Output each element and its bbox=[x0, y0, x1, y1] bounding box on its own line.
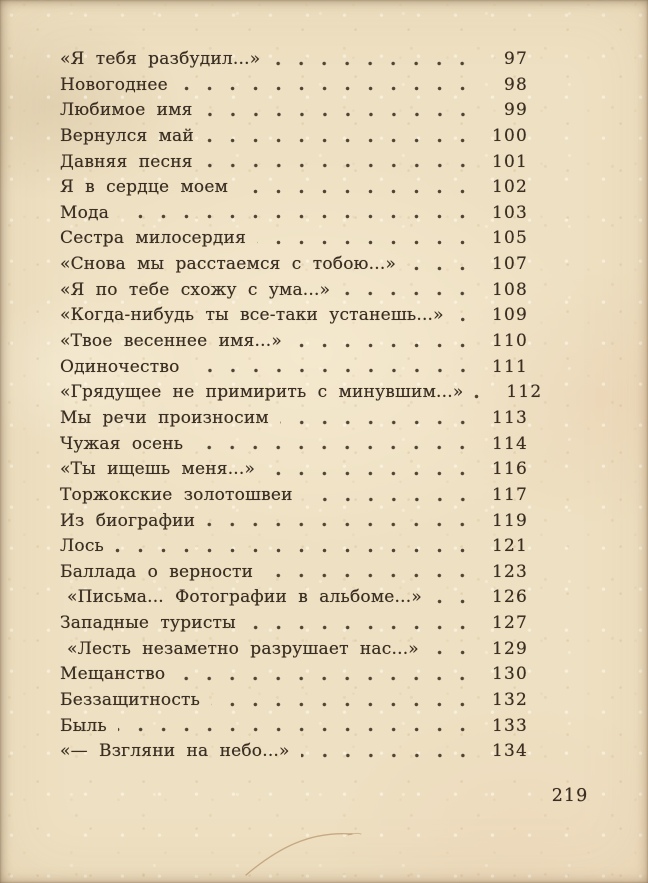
dot-leader bbox=[430, 637, 474, 663]
toc-entry-page-number: 110 bbox=[491, 331, 528, 352]
toc-entry bbox=[60, 201, 528, 227]
toc-entry bbox=[60, 534, 528, 560]
toc-entry-title: Западные туристы bbox=[60, 613, 236, 634]
toc-entry-page-number: 111 bbox=[491, 356, 528, 377]
dot-leader bbox=[194, 432, 474, 458]
toc-entry-page-number: 99 bbox=[503, 100, 528, 121]
dot-leader bbox=[341, 278, 474, 304]
dot-leader bbox=[204, 98, 474, 124]
dot-leader bbox=[118, 714, 474, 740]
toc-entry-page-number: 127 bbox=[491, 613, 528, 634]
toc-entry-title: Быль bbox=[60, 715, 107, 736]
toc-entry bbox=[60, 662, 528, 688]
toc-entry bbox=[60, 329, 528, 355]
toc-entry-title: Вернулся май bbox=[60, 125, 194, 146]
toc-entry-title: «— Взгляни на небо...» bbox=[60, 741, 290, 762]
toc-entry-title: «Твое весеннее имя...» bbox=[60, 331, 282, 352]
toc-entry-page-number: 117 bbox=[491, 484, 528, 505]
toc-entry-title: Мы речи произносим bbox=[60, 407, 269, 428]
dot-leader bbox=[304, 483, 474, 509]
dot-leader bbox=[301, 739, 474, 765]
toc-entry-page-number: 101 bbox=[491, 151, 528, 172]
toc-entry-title: «Когда-нибудь ты все-таки устанешь...» bbox=[60, 305, 444, 326]
toc-entry-title: Новогоднее bbox=[60, 74, 168, 95]
toc-entry-page-number: 129 bbox=[491, 638, 528, 659]
toc-entry-title: «Грядущее не примирить с минувшим...» bbox=[60, 382, 464, 403]
toc-entry bbox=[60, 47, 528, 73]
dot-leader bbox=[455, 303, 474, 329]
dot-leader bbox=[179, 73, 474, 99]
toc-entry bbox=[60, 380, 543, 406]
toc-entry bbox=[60, 73, 528, 99]
toc-entry-title: «Снова мы расстаемся с тобою...» bbox=[60, 254, 397, 275]
toc-entry-page-number: 126 bbox=[491, 587, 528, 608]
toc-entry bbox=[60, 98, 528, 124]
toc-entry bbox=[60, 355, 528, 381]
toc-entry-page-number: 114 bbox=[491, 433, 528, 454]
toc-entry bbox=[60, 406, 528, 432]
toc-entry-page-number: 100 bbox=[491, 125, 528, 146]
toc-entry-page-number: 123 bbox=[491, 561, 528, 582]
toc-entry-title: Сестра милосердия bbox=[60, 228, 246, 249]
dot-leader bbox=[239, 175, 474, 201]
toc-entry bbox=[60, 637, 528, 663]
toc-entry-page-number: 112 bbox=[506, 382, 543, 403]
dot-leader bbox=[293, 329, 474, 355]
dot-leader bbox=[206, 509, 474, 535]
toc-entry bbox=[60, 688, 528, 714]
toc-entry-page-number: 102 bbox=[491, 177, 528, 198]
toc-entry-title: Мода bbox=[60, 202, 110, 223]
toc-entry bbox=[60, 124, 528, 150]
toc-entry-title: Давняя песня bbox=[60, 151, 193, 172]
dot-leader bbox=[280, 406, 474, 432]
toc-entry-title: «Ты ищешь меня...» bbox=[60, 459, 256, 480]
toc-entry-page-number: 130 bbox=[491, 664, 528, 685]
toc-entry-page-number: 108 bbox=[491, 279, 528, 300]
toc-entry bbox=[60, 457, 528, 483]
toc-entry-page-number: 133 bbox=[491, 715, 528, 736]
toc-entry-page-number: 132 bbox=[491, 690, 528, 711]
toc-entry-title: Одиночество bbox=[60, 356, 180, 377]
dot-leader bbox=[474, 380, 488, 406]
toc-entry-page-number: 105 bbox=[491, 228, 528, 249]
dot-leader bbox=[407, 252, 474, 278]
toc-entry-page-number: 109 bbox=[491, 305, 528, 326]
toc-entry-title: «Я тебя разбудил...» bbox=[60, 49, 261, 69]
dot-leader bbox=[247, 611, 474, 637]
dot-leader bbox=[176, 662, 474, 688]
toc-entry-title: Любимое имя bbox=[60, 100, 193, 121]
toc-entry-title: Лось bbox=[60, 536, 104, 557]
toc-entry bbox=[60, 252, 528, 278]
toc-entry bbox=[60, 303, 528, 329]
toc-entry-title: Чужая осень bbox=[60, 433, 184, 454]
toc-entry-page-number: 113 bbox=[491, 407, 528, 428]
toc-entry-page-number: 103 bbox=[491, 202, 528, 223]
table-of-contents bbox=[60, 47, 543, 765]
toc-entry bbox=[60, 509, 528, 535]
dot-leader bbox=[266, 457, 474, 483]
toc-entry-title: Я в сердце моем bbox=[60, 177, 229, 198]
toc-entry bbox=[60, 611, 528, 637]
toc-entry-page-number: 116 bbox=[491, 459, 528, 480]
toc-entry-title: Из биографии bbox=[60, 510, 196, 531]
toc-entry bbox=[60, 483, 528, 509]
toc-entry-page-number: 107 bbox=[491, 254, 528, 275]
toc-entry-page-number: 134 bbox=[491, 741, 528, 762]
dot-leader bbox=[204, 150, 474, 176]
toc-entry bbox=[60, 739, 528, 765]
toc-entry bbox=[60, 714, 528, 740]
dot-leader bbox=[433, 585, 474, 611]
dot-leader bbox=[264, 560, 474, 586]
dot-leader bbox=[205, 124, 474, 150]
dot-leader bbox=[271, 47, 474, 73]
toc-entry-page-number: 98 bbox=[503, 74, 528, 95]
toc-entry-title: Беззащитность bbox=[60, 690, 201, 711]
paper-fiber-mark bbox=[238, 818, 362, 880]
toc-entry bbox=[60, 175, 528, 201]
toc-entry-page-number: 97 bbox=[503, 49, 528, 69]
toc-entry-title: «Письма... Фотографии в альбоме...» bbox=[67, 587, 422, 608]
toc-entry bbox=[60, 432, 528, 458]
toc-entry-page-number: 121 bbox=[491, 536, 528, 557]
toc-entry bbox=[60, 278, 528, 304]
toc-entry bbox=[60, 226, 528, 252]
dot-leader bbox=[191, 355, 474, 381]
toc-entry bbox=[60, 150, 528, 176]
toc-entry-title: «Лесть незаметно разрушает нас...» bbox=[67, 638, 419, 659]
toc-entry-page-number: 119 bbox=[491, 510, 528, 531]
dot-leader bbox=[115, 534, 474, 560]
dot-leader bbox=[120, 201, 474, 227]
toc-entry-title: Мещанство bbox=[60, 664, 166, 685]
toc-entry bbox=[60, 585, 528, 611]
toc-entry-title: «Я по тебе схожу с ума...» bbox=[60, 279, 331, 300]
dot-leader bbox=[211, 688, 474, 714]
toc-entry bbox=[60, 560, 528, 586]
page-number: 219 bbox=[551, 786, 589, 806]
dot-leader bbox=[257, 226, 474, 252]
toc-entry-title: Баллада о верности bbox=[60, 561, 254, 582]
toc-entry-title: Торжокские золотошвеи bbox=[60, 484, 293, 505]
